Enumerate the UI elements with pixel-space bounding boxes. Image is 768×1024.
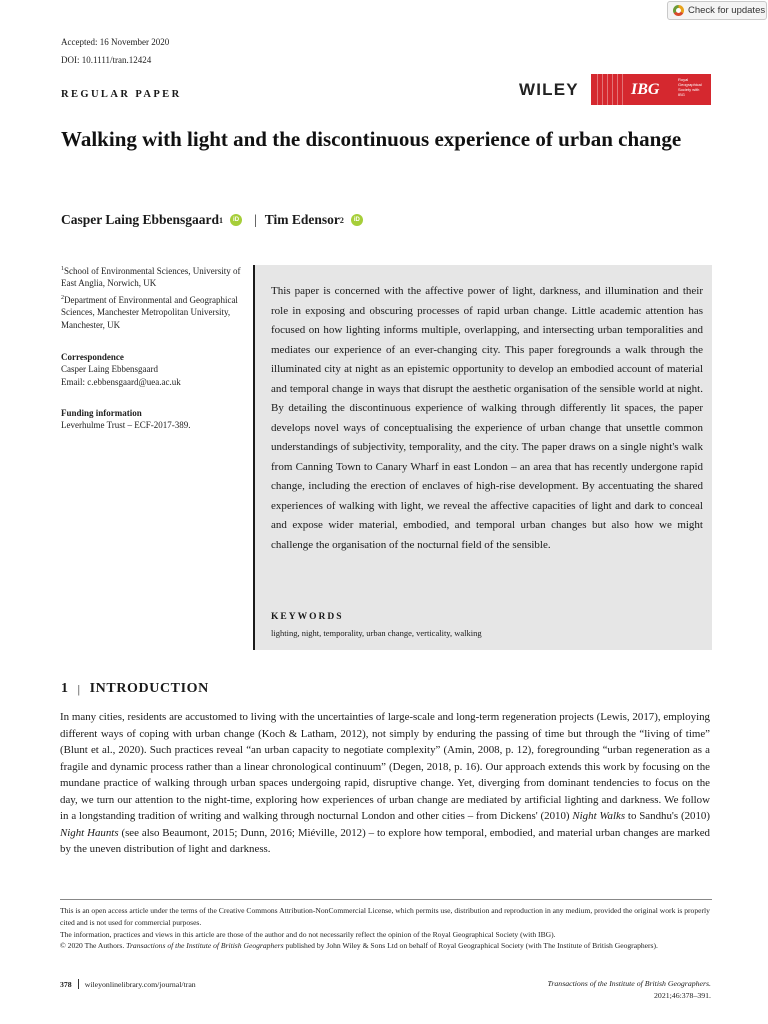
rgs-ibg-logo bbox=[591, 74, 711, 105]
affiliation-2: $^2$Department of Environmental and Geographical Sciences, Manchester Metropolitan University, Manchester, UK bbox=[61, 294, 238, 330]
copyright-note: © 2020 The Authors. Transactions of the Institute of British Geographers published by John Wiley & Sons Ltd on behalf of Royal Geographical Society (with The Institute of British Geographers). bbox=[60, 941, 658, 951]
page-number: 378 bbox=[60, 979, 72, 989]
funding bbox=[61, 407, 241, 432]
affiliations bbox=[61, 263, 241, 331]
journal-url[interactable]: wileyonlinelibrary.com/journal/tran bbox=[84, 979, 196, 989]
author-affiliation-number: 1 bbox=[219, 215, 224, 225]
check-for-updates-button[interactable] bbox=[667, 1, 767, 20]
funding-text: Leverhulme Trust – ECF-2017-389. bbox=[61, 420, 191, 431]
license-note: This is an open access article under the terms of the Creative Commons Attribution-NonCommercial License, which permits use, distribution and reproduction in any medium, provided the original work is properly cited and is not used for commercial purposes. bbox=[60, 906, 710, 927]
correspondence-name: Casper Laing Ebbensgaard bbox=[61, 364, 158, 375]
crossmark-icon bbox=[673, 5, 684, 16]
check-for-updates-label: Check for updates bbox=[688, 5, 766, 16]
italic-title: Night Walks bbox=[572, 810, 626, 822]
section-title: INTRODUCTION bbox=[89, 681, 209, 696]
footer-left bbox=[60, 979, 196, 989]
doi: DOI: 10.1111/tran.12424 bbox=[61, 55, 152, 65]
section-heading bbox=[61, 681, 209, 697]
rgs-logo-small-text: Royal Geographical Society with IBG bbox=[678, 77, 702, 97]
wiley-logo: WILEY bbox=[519, 80, 579, 99]
ibg-logo-text: IBG bbox=[631, 81, 660, 98]
correspondence-heading: Correspondence bbox=[61, 352, 124, 362]
section-number: 1 bbox=[61, 681, 69, 696]
intro-paragraph: In many cities, residents are accustomed to living with the uncertainties of large-scale and long-term regeneration projects (Lewis, 2017), employing different ways of coping with urban change (Koch & Latham, 2012), not simply by enduring the passing of time but through the “living of time” (Blunt et al., 2020). Such practices reveal “an urban capacity to negotiate complexity” (Amin, 2008, p. 12), foregrounding “urban regeneration as a fragile and dynamic process rather than a linear chronological continuum” (Degen, 2018, p. 16). Our approach extends this work by focusing on the mundane practice of walking through urban spaces undergoing rapid, disruptive change. Yet, diverging from dominant tendencies to focus on the day, we turn our attention to the night-time, exploring how experiences of urban change are mediated by artificial lighting and darkness. We follow in a longstanding tradition of writing and walking through nocturnal London and other cities – from Dickens' (2010) Night Walks to Sandhu's (2010) Night Haunts (see also Beaumont, 2015; Dunn, 2016; Miéville, 2012) – to explore how temporal, embodied, and material urban changes are marked by the uneven distribution of light and darkness. bbox=[60, 711, 710, 855]
correspondence bbox=[61, 351, 241, 388]
footnote-divider bbox=[60, 899, 712, 900]
accepted-date: Accepted: 16 November 2020 bbox=[61, 37, 170, 47]
funding-heading: Funding information bbox=[61, 408, 142, 418]
correspondence-email[interactable]: Email: c.ebbensgaard@uea.ac.uk bbox=[61, 376, 181, 387]
article-type: REGULAR PAPER bbox=[61, 89, 182, 100]
footer-divider bbox=[78, 979, 79, 989]
orcid-icon[interactable]: iD bbox=[351, 214, 363, 226]
italic-title: Night Haunts bbox=[60, 826, 119, 839]
abstract-rule bbox=[253, 265, 255, 650]
abstract-text: This paper is concerned with the affective power of light, darkness, and illumination and their role in exposing and obscuring processes of rapid urban change. Little academic attention has focused on how lighting informs multiple, overlapping, and intersecting urban temporalities and mediates our experience of an ever-changing city. This paper foregrounds a walk through the illuminated city at night as an epistemic opportunity to develop an embodied account of material and temporal change in ways that disrupt the aesthetic organisation of the sensible world at night. By detailing the discontinuous experience of walking through differently lit spaces, the paper develops novel ways of conceptualising the experience of urban change that unsettle common understandings of subjectivity, temporality, and the city. The paper draws on a single night's walk from Canning Town to Canary Wharf in east London – an area that has recently undergone rapid change, including the erection of enclaves of high-rise development. By accentuating the shared experiences of walking with light, we reveal the affective capacities of light and dark to conceal and expose wider material, embodied, and temporal urban changes but also how we might challenge the organisation of the nocturnal field of the sensible. bbox=[271, 285, 703, 551]
author-name: Casper Laing Ebbensgaard bbox=[61, 212, 220, 227]
article-title: Walking with light and the discontinuous experience of urban change bbox=[61, 127, 682, 151]
author-separator: | bbox=[254, 212, 257, 227]
author-name: Tim Edensor bbox=[264, 212, 340, 227]
section-separator: | bbox=[77, 681, 81, 696]
orcid-icon[interactable]: iD bbox=[230, 214, 242, 226]
author-list bbox=[61, 212, 371, 228]
footnotes bbox=[60, 905, 712, 952]
affiliation-1: $^1$School of Environmental Sciences, University of East Anglia, Norwich, UK bbox=[61, 266, 241, 289]
keywords-list: lighting, night, temporality, urban change, verticality, walking bbox=[271, 628, 482, 638]
disclaimer-note: The information, practices and views in this article are those of the author and do not necessarily reflect the opinion of the Royal Geographical Society (with IBG). bbox=[60, 929, 556, 939]
footer-right bbox=[547, 978, 711, 1002]
author-affiliation-number: 2 bbox=[339, 215, 344, 225]
journal-name: Transactions of the Institute of British Geographers. bbox=[547, 979, 711, 988]
citation: 2021;46:378–391. bbox=[654, 991, 711, 1000]
keywords-heading: KEYWORDS bbox=[271, 612, 344, 622]
